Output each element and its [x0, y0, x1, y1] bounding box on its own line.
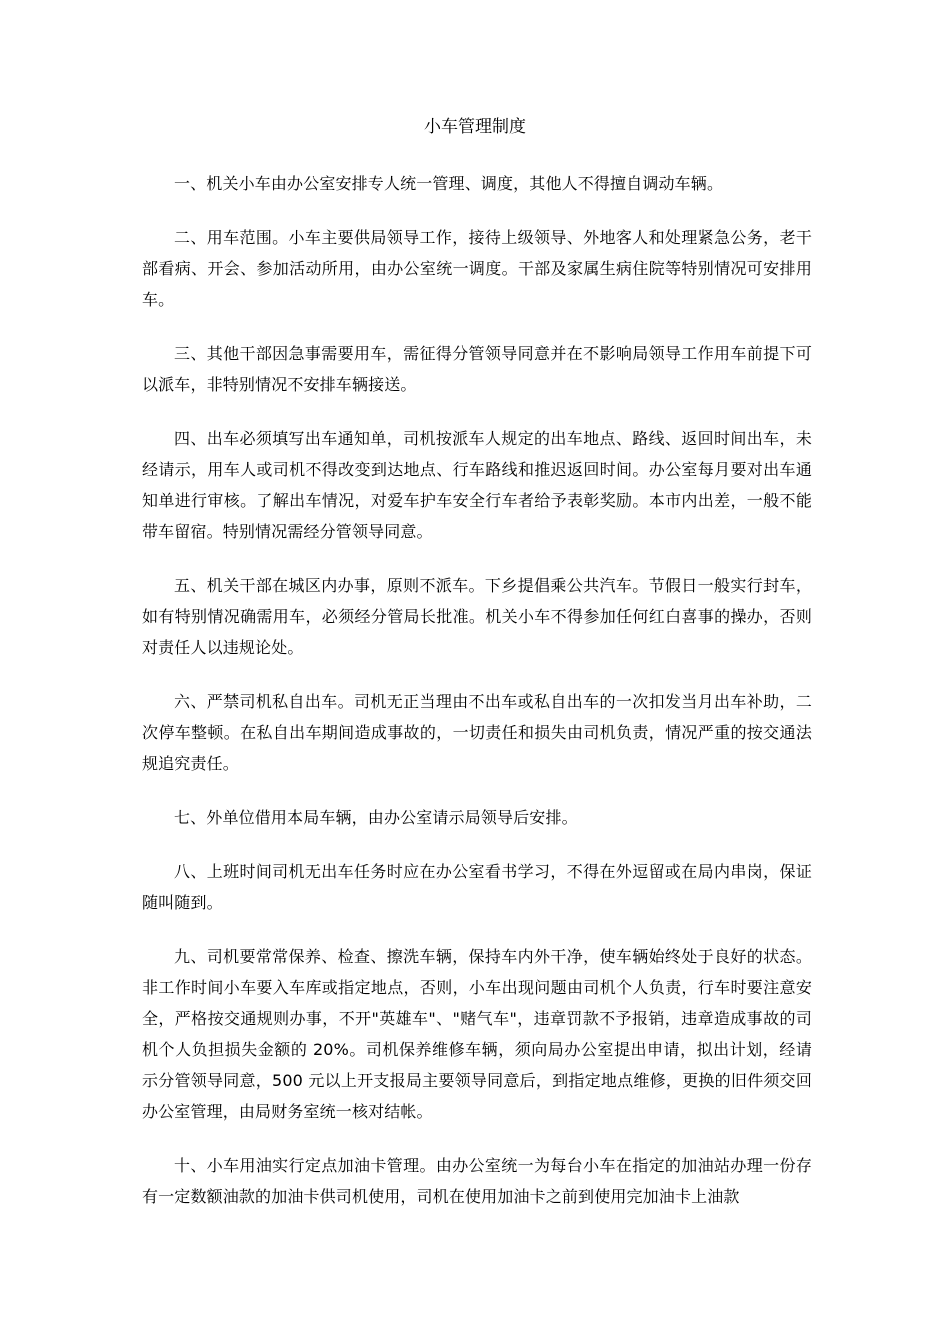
paragraph-4: 四、出车必须填写出车通知单，司机按派车人规定的出车地点、路线、返回时间出车，未经请示，用车人或司机不得改变到达地点、行车路线和推迟返回时间。办公室每月要对出车通知单进行审核。了解出车情况，对爱车护车安全行车者给予表彰奖励。本市内出差，一般不能带车留宿。特别情况需经分管领导同意。: [142, 429, 812, 541]
document-title: 小车管理制度: [424, 117, 526, 137]
paragraph-9: 九、司机要常常保养、检查、擦洗车辆，保持车内外干净，使车辆始终处于良好的状态。非工作时间小车要入车库或指定地点，否则，小车出现问题由司机个人负责，行车时要注意安全，严格按交通规则办事，不开"英雄车"、"赌气车"，违章罚款不予报销，违章造成事故的司机个人负担损失金额的 20%。司机保养维修车辆，须向局办公室提出申请，拟出计划，经请示分管领导同意，500 元以上开支报局主要领导同意后，到指定地点维修，更换的旧件须交回办公室管理，由局财务室统一核对结帐。: [142, 947, 812, 1121]
paragraph-5: 五、机关干部在城区内办事，原则不派车。下乡提倡乘公共汽车。节假日一般实行封车，如有特别情况确需用车，必须经分管局长批准。机关小车不得参加任何红白喜事的操办，否则对责任人以违规论处。: [142, 576, 812, 657]
paragraph-3: 三、其他干部因急事需要用车，需征得分管领导同意并在不影响局领导工作用车前提下可以派车，非特别情况不安排车辆接送。: [142, 344, 812, 394]
paragraph-6: 六、严禁司机私自出车。司机无正当理由不出车或私自出车的一次扣发当月出车补助，二次停车整顿。在私自出车期间造成事故的，一切责任和损失由司机负责，情况严重的按交通法规追究责任。: [142, 692, 812, 773]
document-body: [142, 168, 812, 1212]
paragraph-8: 八、上班时间司机无出车任务时应在办公室看书学习，不得在外逗留或在局内串岗，保证随叫随到。: [142, 862, 812, 912]
paragraph-2: 二、用车范围。小车主要供局领导工作，接待上级领导、外地客人和处理紧急公务，老干部看病、开会、参加活动所用，由办公室统一调度。干部及家属生病住院等特别情况可安排用车。: [142, 228, 812, 309]
paragraph-7: 七、外单位借用本局车辆，由办公室请示局领导后安排。: [174, 808, 578, 827]
paragraph-1: 一、机关小车由办公室安排专人统一管理、调度，其他人不得擅自调动车辆。: [174, 174, 724, 193]
paragraph-10: 十、小车用油实行定点加油卡管理。由办公室统一为每台小车在指定的加油站办理一份存有一定数额油款的加油卡供司机使用，司机在使用加油卡之前到使用完加油卡上油款: [142, 1156, 812, 1206]
